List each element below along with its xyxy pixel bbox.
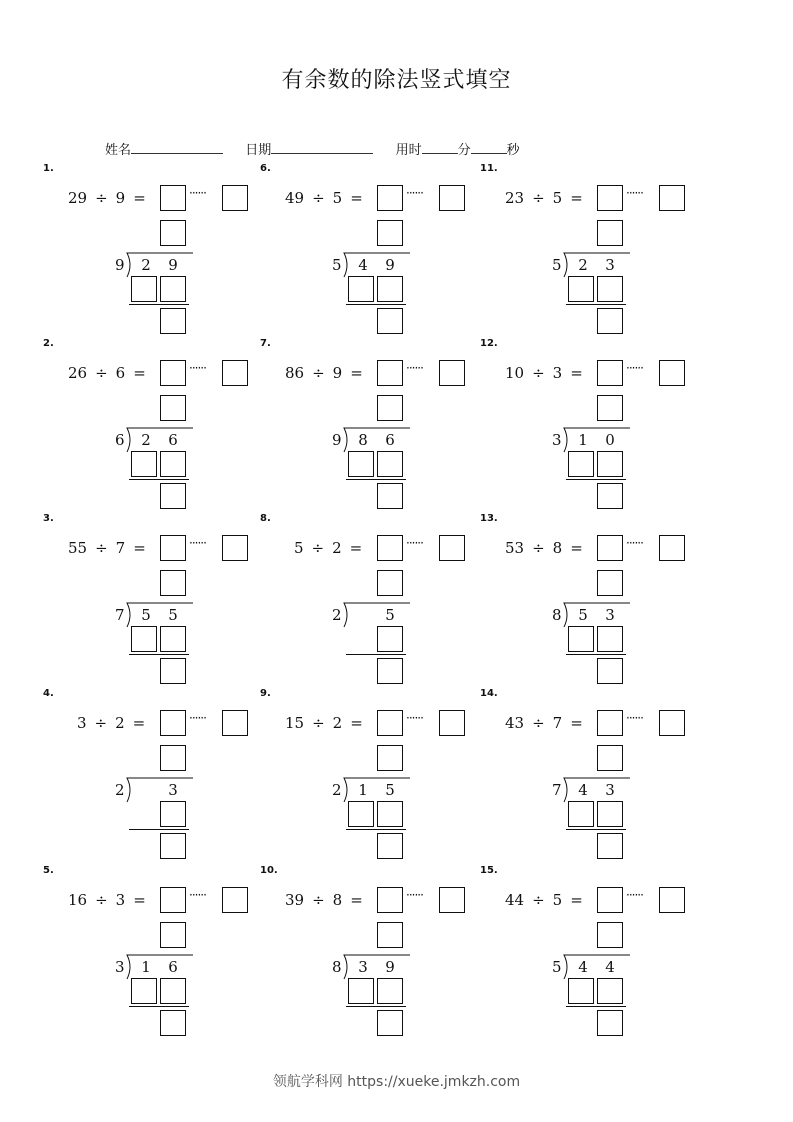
- product-tens-box[interactable]: [131, 451, 157, 477]
- equation: [68, 364, 154, 382]
- dividend: 86: [285, 364, 305, 382]
- date-label: 日期: [245, 143, 272, 158]
- subtraction-line: [129, 654, 189, 655]
- remainder-dots: ······: [626, 711, 643, 725]
- footer-watermark: 领航学科网 https://xueke.jmkzh.com: [272, 1074, 521, 1090]
- second-blank[interactable]: [471, 140, 507, 154]
- remainder-answer-box[interactable]: [439, 185, 465, 211]
- problem-number: 9.: [260, 688, 271, 699]
- divide-sign: ÷: [312, 189, 325, 207]
- quotient-digit-box[interactable]: [597, 745, 623, 771]
- dividend: 10: [505, 364, 525, 382]
- equation: [285, 364, 371, 382]
- equals-sign: =: [350, 364, 363, 382]
- remainder-dots: ······: [626, 536, 643, 550]
- problem-6: [260, 163, 500, 335]
- long-division-divisor: 5: [552, 958, 562, 976]
- divide-sign: ÷: [532, 189, 545, 207]
- long-division-divisor: 2: [115, 781, 125, 799]
- quotient-digit-box[interactable]: [377, 395, 403, 421]
- dividend: 16: [68, 891, 88, 909]
- equation: [505, 539, 591, 557]
- problem-number: 5.: [43, 865, 54, 876]
- divide-sign: ÷: [95, 189, 108, 207]
- quotient-answer-box[interactable]: [377, 185, 403, 211]
- equation: [68, 891, 154, 909]
- remainder-answer-box[interactable]: [222, 887, 248, 913]
- problem-3: [43, 513, 283, 685]
- product-ones-box[interactable]: [160, 451, 186, 477]
- quotient-answer-box[interactable]: [160, 710, 186, 736]
- problem-number: 11.: [480, 163, 498, 174]
- divide-sign: ÷: [311, 539, 325, 557]
- problem-4: [43, 688, 283, 860]
- divisor: 6: [115, 364, 126, 382]
- product-tens-box[interactable]: [348, 276, 374, 302]
- product-tens-box[interactable]: [568, 978, 594, 1004]
- subtraction-line: [346, 829, 406, 830]
- quotient-digit-box[interactable]: [597, 570, 623, 596]
- equals-sign: =: [570, 364, 583, 382]
- dividend: 3: [77, 714, 87, 732]
- divide-sign: ÷: [312, 714, 325, 732]
- product-ones-box[interactable]: [160, 276, 186, 302]
- long-division-divisor: 7: [115, 606, 125, 624]
- divisor: 9: [115, 189, 126, 207]
- minute-blank[interactable]: [422, 140, 458, 154]
- equals-sign: =: [570, 539, 583, 557]
- divisor: 5: [552, 891, 563, 909]
- quotient-digit-box[interactable]: [597, 922, 623, 948]
- problem-8: [260, 513, 500, 685]
- divisor: 5: [552, 189, 563, 207]
- equation: [285, 714, 371, 732]
- remainder-dots: ······: [406, 361, 423, 375]
- divisor: 2: [332, 539, 342, 557]
- long-division-divisor: 8: [332, 958, 342, 976]
- problem-number: 2.: [43, 338, 54, 349]
- problem-12: [480, 338, 720, 510]
- dividend-ones-digit: 5: [385, 606, 395, 624]
- dividend-ones-digit: 4: [605, 958, 615, 976]
- remainder-digit-box[interactable]: [377, 658, 403, 684]
- problem-number: 7.: [260, 338, 271, 349]
- dividend: 44: [505, 891, 525, 909]
- product-tens-box[interactable]: [568, 276, 594, 302]
- equation: [505, 364, 591, 382]
- dividend-tens-digit: 5: [141, 606, 151, 624]
- divide-sign: ÷: [532, 714, 545, 732]
- divisor: 3: [552, 364, 563, 382]
- divisor: 2: [332, 714, 343, 732]
- remainder-answer-box[interactable]: [222, 360, 248, 386]
- problem-1: [43, 163, 283, 335]
- remainder-answer-box[interactable]: [222, 185, 248, 211]
- divide-sign: ÷: [312, 364, 325, 382]
- equals-sign: =: [570, 189, 583, 207]
- minute-label: 分: [457, 143, 471, 158]
- equation: [68, 539, 154, 557]
- dividend-ones-digit: 5: [168, 606, 178, 624]
- quotient-answer-box[interactable]: [377, 360, 403, 386]
- remainder-answer-box[interactable]: [659, 185, 685, 211]
- quotient-digit-box[interactable]: [597, 220, 623, 246]
- subtraction-line: [346, 479, 406, 480]
- product-ones-box[interactable]: [597, 801, 623, 827]
- divide-sign: ÷: [95, 539, 108, 557]
- remainder-digit-box[interactable]: [597, 308, 623, 334]
- dividend-tens-digit: 1: [358, 781, 368, 799]
- long-division-divisor: 5: [332, 256, 342, 274]
- divide-sign: ÷: [532, 364, 545, 382]
- remainder-dots: ······: [189, 536, 206, 550]
- subtraction-line: [566, 304, 626, 305]
- quotient-answer-box[interactable]: [160, 535, 186, 561]
- product-ones-box[interactable]: [160, 801, 186, 827]
- remainder-dots: ······: [626, 361, 643, 375]
- equation: [285, 891, 371, 909]
- product-tens-box[interactable]: [348, 801, 374, 827]
- remainder-answer-box[interactable]: [439, 360, 465, 386]
- quotient-digit-box[interactable]: [160, 922, 186, 948]
- dividend-ones-digit: 9: [168, 256, 178, 274]
- quotient-digit-box[interactable]: [597, 395, 623, 421]
- remainder-digit-box[interactable]: [377, 833, 403, 859]
- equals-sign: =: [349, 539, 363, 557]
- divisor: 8: [332, 891, 343, 909]
- dividend-tens-digit: 1: [141, 958, 151, 976]
- dividend-ones-digit: 3: [168, 781, 178, 799]
- problem-2: [43, 338, 283, 510]
- quotient-answer-box[interactable]: [160, 185, 186, 211]
- dividend-tens-digit: 1: [578, 431, 588, 449]
- subtraction-line: [129, 479, 189, 480]
- divide-sign: ÷: [95, 364, 108, 382]
- equals-sign: =: [350, 714, 363, 732]
- dividend-tens-digit: 2: [141, 256, 151, 274]
- remainder-digit-box[interactable]: [160, 483, 186, 509]
- problem-number: 12.: [480, 338, 498, 349]
- equals-sign: =: [570, 714, 583, 732]
- dividend-ones-digit: 9: [385, 256, 395, 274]
- remainder-digit-box[interactable]: [377, 483, 403, 509]
- student-info-row: [105, 139, 520, 158]
- equation: [77, 714, 153, 732]
- product-tens-box[interactable]: [568, 801, 594, 827]
- divisor: 2: [115, 714, 125, 732]
- long-division-divisor: 3: [552, 431, 562, 449]
- subtraction-line: [566, 1006, 626, 1007]
- worksheet-title: 有余数的除法竖式填空: [281, 68, 512, 93]
- time-label: 用时: [395, 143, 422, 158]
- dividend: 26: [68, 364, 88, 382]
- equation: [68, 189, 154, 207]
- second-label: 秒: [506, 143, 520, 158]
- divisor: 7: [115, 539, 126, 557]
- product-ones-box[interactable]: [597, 276, 623, 302]
- problem-number: 14.: [480, 688, 498, 699]
- date-blank[interactable]: [271, 140, 373, 154]
- dividend: 15: [285, 714, 305, 732]
- divide-sign: ÷: [95, 891, 108, 909]
- dividend-tens-digit: 4: [578, 958, 588, 976]
- long-division-divisor: 2: [332, 781, 342, 799]
- dividend: 49: [285, 189, 305, 207]
- quotient-answer-box[interactable]: [597, 535, 623, 561]
- dividend-ones-digit: 6: [168, 958, 178, 976]
- remainder-dots: ······: [626, 186, 643, 200]
- equals-sign: =: [133, 364, 146, 382]
- long-division-divisor: 9: [332, 431, 342, 449]
- dividend-ones-digit: 6: [168, 431, 178, 449]
- problem-number: 15.: [480, 865, 498, 876]
- equation: [505, 891, 591, 909]
- quotient-digit-box[interactable]: [160, 570, 186, 596]
- product-tens-box[interactable]: [568, 626, 594, 652]
- remainder-dots: ······: [189, 361, 206, 375]
- long-division-divisor: 3: [115, 958, 125, 976]
- dividend-ones-digit: 5: [385, 781, 395, 799]
- problem-number: 13.: [480, 513, 498, 524]
- subtraction-line: [129, 304, 189, 305]
- remainder-digit-box[interactable]: [160, 1010, 186, 1036]
- remainder-dots: ······: [189, 888, 206, 902]
- divisor: 7: [552, 714, 563, 732]
- remainder-answer-box[interactable]: [439, 887, 465, 913]
- dividend-tens-digit: 5: [578, 606, 588, 624]
- divisor: 3: [115, 891, 126, 909]
- dividend-tens-digit: 4: [358, 256, 368, 274]
- long-division-divisor: 5: [552, 256, 562, 274]
- problem-9: [260, 688, 500, 860]
- problem-7: [260, 338, 500, 510]
- remainder-digit-box[interactable]: [597, 833, 623, 859]
- product-tens-box[interactable]: [348, 451, 374, 477]
- product-ones-box[interactable]: [377, 801, 403, 827]
- equals-sign: =: [350, 891, 363, 909]
- dividend-tens-digit: 2: [141, 431, 151, 449]
- problem-number: 4.: [43, 688, 54, 699]
- divide-sign: ÷: [532, 539, 545, 557]
- dividend: 43: [505, 714, 525, 732]
- product-ones-box[interactable]: [377, 451, 403, 477]
- equals-sign: =: [132, 714, 146, 732]
- quotient-answer-box[interactable]: [377, 710, 403, 736]
- quotient-digit-box[interactable]: [377, 745, 403, 771]
- remainder-dots: ······: [406, 186, 423, 200]
- equals-sign: =: [133, 539, 146, 557]
- long-division-divisor: 7: [552, 781, 562, 799]
- dividend-ones-digit: 3: [605, 781, 615, 799]
- dividend: 29: [68, 189, 88, 207]
- remainder-answer-box[interactable]: [439, 535, 465, 561]
- dividend-tens-digit: 4: [578, 781, 588, 799]
- problem-number: 10.: [260, 865, 278, 876]
- product-ones-box[interactable]: [597, 978, 623, 1004]
- problem-number: 6.: [260, 163, 271, 174]
- subtraction-line: [566, 479, 626, 480]
- remainder-answer-box[interactable]: [439, 710, 465, 736]
- dividend-tens-digit: 8: [358, 431, 368, 449]
- subtraction-line: [129, 1006, 189, 1007]
- problem-15: [480, 865, 720, 1037]
- product-tens-box[interactable]: [568, 451, 594, 477]
- remainder-digit-box[interactable]: [377, 308, 403, 334]
- divisor: 8: [552, 539, 563, 557]
- product-ones-box[interactable]: [597, 451, 623, 477]
- remainder-digit-box[interactable]: [597, 658, 623, 684]
- product-ones-box[interactable]: [160, 626, 186, 652]
- remainder-digit-box[interactable]: [597, 483, 623, 509]
- remainder-dots: ······: [406, 536, 423, 550]
- equation: [294, 539, 370, 557]
- product-ones-box[interactable]: [160, 978, 186, 1004]
- product-ones-box[interactable]: [377, 978, 403, 1004]
- remainder-answer-box[interactable]: [222, 710, 248, 736]
- dividend: 5: [294, 539, 304, 557]
- remainder-answer-box[interactable]: [659, 360, 685, 386]
- problem-13: [480, 513, 720, 685]
- remainder-digit-box[interactable]: [160, 308, 186, 334]
- quotient-digit-box[interactable]: [377, 922, 403, 948]
- quotient-digit-box[interactable]: [160, 395, 186, 421]
- remainder-digit-box[interactable]: [597, 1010, 623, 1036]
- equals-sign: =: [570, 891, 583, 909]
- quotient-digit-box[interactable]: [160, 745, 186, 771]
- problem-number: 3.: [43, 513, 54, 524]
- remainder-answer-box[interactable]: [659, 535, 685, 561]
- product-tens-box[interactable]: [131, 626, 157, 652]
- problem-14: [480, 688, 720, 860]
- product-tens-box[interactable]: [131, 276, 157, 302]
- long-division-divisor: 6: [115, 431, 125, 449]
- divide-sign: ÷: [532, 891, 545, 909]
- quotient-answer-box[interactable]: [597, 887, 623, 913]
- dividend: 39: [285, 891, 305, 909]
- quotient-digit-box[interactable]: [160, 220, 186, 246]
- dividend: 53: [505, 539, 525, 557]
- long-division-divisor: 9: [115, 256, 125, 274]
- name-blank[interactable]: [131, 140, 223, 154]
- subtraction-line: [346, 1006, 406, 1007]
- dividend-ones-digit: 0: [605, 431, 615, 449]
- remainder-digit-box[interactable]: [160, 833, 186, 859]
- remainder-dots: ······: [406, 888, 423, 902]
- subtraction-line: [566, 654, 626, 655]
- long-division-divisor: 8: [552, 606, 562, 624]
- quotient-answer-box[interactable]: [377, 535, 403, 561]
- dividend-tens-digit: 3: [358, 958, 368, 976]
- product-ones-box[interactable]: [377, 626, 403, 652]
- subtraction-line: [129, 829, 189, 830]
- quotient-answer-box[interactable]: [160, 360, 186, 386]
- remainder-dots: ······: [626, 888, 643, 902]
- remainder-digit-box[interactable]: [160, 658, 186, 684]
- remainder-answer-box[interactable]: [659, 710, 685, 736]
- quotient-digit-box[interactable]: [377, 570, 403, 596]
- quotient-answer-box[interactable]: [597, 710, 623, 736]
- remainder-answer-box[interactable]: [659, 887, 685, 913]
- remainder-dots: ······: [189, 186, 206, 200]
- subtraction-line: [346, 654, 406, 655]
- dividend-tens-digit: 2: [578, 256, 588, 274]
- quotient-answer-box[interactable]: [160, 887, 186, 913]
- dividend: 23: [505, 189, 525, 207]
- remainder-answer-box[interactable]: [222, 535, 248, 561]
- remainder-digit-box[interactable]: [377, 1010, 403, 1036]
- remainder-dots: ······: [189, 711, 206, 725]
- dividend: 55: [68, 539, 88, 557]
- equation: [505, 189, 591, 207]
- divisor: 9: [332, 364, 343, 382]
- equals-sign: =: [133, 891, 146, 909]
- product-tens-box[interactable]: [131, 978, 157, 1004]
- problem-number: 1.: [43, 163, 54, 174]
- quotient-digit-box[interactable]: [377, 220, 403, 246]
- problem-10: [260, 865, 500, 1037]
- problem-11: [480, 163, 720, 335]
- divide-sign: ÷: [94, 714, 108, 732]
- problem-5: [43, 865, 283, 1037]
- remainder-dots: ······: [406, 711, 423, 725]
- product-ones-box[interactable]: [377, 276, 403, 302]
- dividend-ones-digit: 9: [385, 958, 395, 976]
- product-tens-box[interactable]: [348, 978, 374, 1004]
- equals-sign: =: [133, 189, 146, 207]
- dividend-ones-digit: 3: [605, 606, 615, 624]
- subtraction-line: [346, 304, 406, 305]
- divisor: 5: [332, 189, 343, 207]
- divide-sign: ÷: [312, 891, 325, 909]
- quotient-answer-box[interactable]: [597, 185, 623, 211]
- dividend-ones-digit: 3: [605, 256, 615, 274]
- equals-sign: =: [350, 189, 363, 207]
- dividend-ones-digit: 6: [385, 431, 395, 449]
- long-division-divisor: 2: [332, 606, 342, 624]
- quotient-answer-box[interactable]: [377, 887, 403, 913]
- equation: [285, 189, 371, 207]
- product-ones-box[interactable]: [597, 626, 623, 652]
- equation: [505, 714, 591, 732]
- quotient-answer-box[interactable]: [597, 360, 623, 386]
- problem-number: 8.: [260, 513, 271, 524]
- name-label: 姓名: [105, 143, 132, 158]
- subtraction-line: [566, 829, 626, 830]
